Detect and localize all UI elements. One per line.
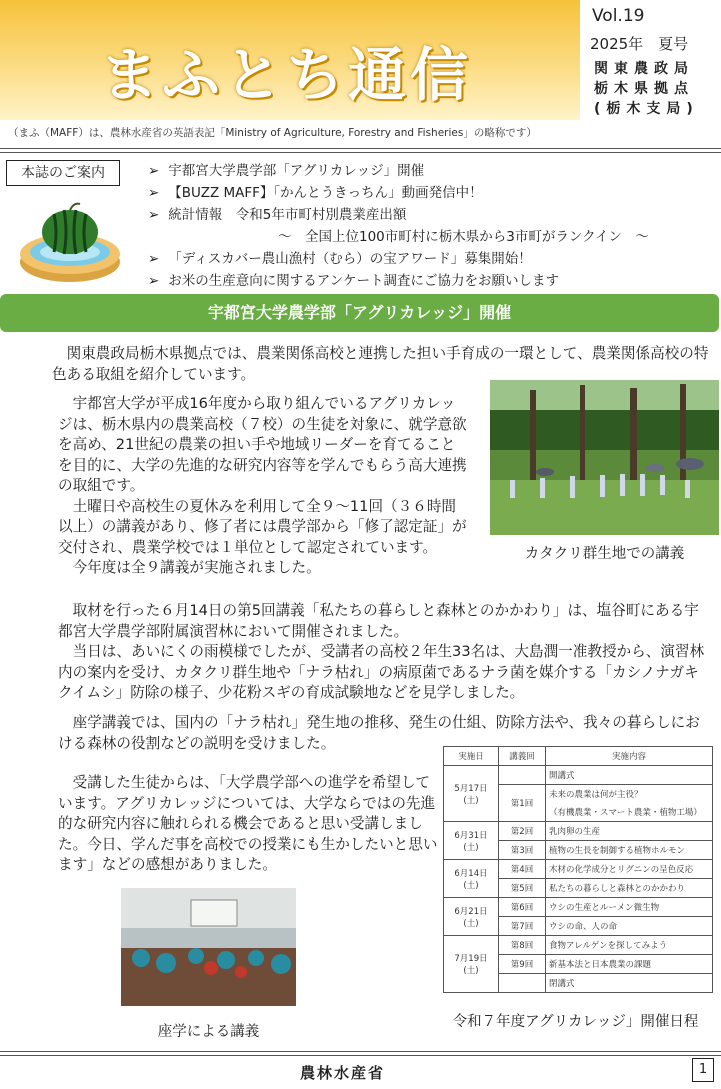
table-row: 第7回 ウシの命、人の命 bbox=[444, 917, 713, 936]
toc-item[interactable]: ➢ 「ディスカバー農山漁村（むら）の宝アワード」募集開始！ bbox=[148, 251, 532, 267]
maff-note: （まふ（MAFF）は、農林水産省の英語表記「Ministry of Agriculture, Forestry and Fisheries」の略称です） bbox=[8, 127, 537, 139]
table-row: 第9回 新基本法と日本農業の課題 bbox=[444, 955, 713, 974]
watermelon-icon bbox=[14, 196, 126, 288]
header-date: 実施日 bbox=[444, 747, 499, 766]
program-credits: 土曜日や高校生の夏休みを利用して全９～11回（３６時間以上）の講義があり、修了者には農学部から「修了認定証」が交付され、農業学校では１単位として認定されています。 bbox=[58, 497, 467, 556]
toc-item[interactable]: ➢ 統計情報 令和5年市町村別農業産出額 bbox=[148, 207, 407, 223]
bureau-line-2: 栃木県拠点 bbox=[594, 81, 694, 97]
toc-subitem: ～ 全国上位100市町村に栃木県から3市町がランクイン ～ bbox=[278, 229, 649, 245]
toc-list bbox=[148, 160, 649, 292]
toc-label: 本誌のご案内 bbox=[6, 160, 120, 186]
program-count: 今年度は全９講義が実施されました。 bbox=[72, 559, 321, 576]
section-heading: 宇都宮大学農学部「アグリカレッジ」開催 bbox=[0, 294, 719, 332]
forest-photo-caption: カタクリ群生地での講義 bbox=[524, 546, 685, 562]
header-content: 実施内容 bbox=[546, 747, 713, 766]
table-row: （有機農業・スマート農業・植物工場） bbox=[444, 803, 713, 822]
program-description: 宇都宮大学が平成16年度から取り組んでいるアグリカレッジは、栃木県内の農業高校（７校）の生徒を対象に、就学意欲を高め、21世紀の農業の担い手や地域リーダーを育てることを目的に、大学の先進的な研究内容等を学んでもらう高大連携の取組です。 bbox=[58, 395, 467, 494]
footer-divider bbox=[0, 1051, 721, 1056]
lecture-paragraphs bbox=[58, 601, 713, 704]
masthead-title: まふとち通信 bbox=[100, 41, 473, 109]
page-number: 1 bbox=[692, 1058, 714, 1082]
bureau-line-1: 関東農政局 bbox=[594, 61, 694, 77]
lecture-overview: 取材を行った６月14日の第5回講義「私たちの暮らしと森林とのかかわり」は、塩谷町にある宇都宮大学農学部附属演習林において開催されました。 bbox=[58, 602, 699, 640]
volume-number: Vol.19 bbox=[592, 6, 645, 26]
lecture-details: 当日は、あいにくの雨模様でしたが、受講者の高校２年生33名は、大島潤一准教授から、演習林内の案内を受け、カタクリ群生地や「ナラ枯れ」の病原菌であるナラ菌を媒介する「カシノナガキクイムシ」防除の様子、少花粉スギの育成試験地などを見学しました。 bbox=[58, 643, 705, 701]
table-row: 6月21日(土) 第6回 ウシの生産とルーメン微生物 bbox=[444, 898, 713, 917]
issue-label: 2025年 夏号 bbox=[590, 35, 689, 53]
table-row: 5月17日(土) 開講式 bbox=[444, 766, 713, 785]
forest-lecture-photo bbox=[490, 380, 719, 535]
classroom-paragraph: 座学講義では、国内の「ナラ枯れ」発生地の推移、発生の仕組、防除方法や、我々の暮らしにおける森林の役割などの説明を受けました。 bbox=[58, 714, 700, 752]
table-row: 7月19日(土) 第8回 食物アレルゲンを探してみよう bbox=[444, 936, 713, 955]
schedule-header-row bbox=[444, 747, 713, 766]
header-divider bbox=[0, 148, 721, 153]
bureau-line-3: (栃木支局) bbox=[594, 101, 699, 117]
intro-paragraph: 関東農政局栃木県拠点では、農業関係高校と連携した担い手育成の一環として、農業関係高校の特色ある取組を紹介しています。 bbox=[52, 345, 709, 383]
table-row: 閉講式 bbox=[444, 974, 713, 993]
toc-item[interactable]: ➢ 【BUZZ MAFF】「かんとうきっちん」動画発信中！ bbox=[148, 185, 483, 201]
student-feedback-paragraph: 受講した生徒からは、「大学農学部への進学を希望しています。アグリカレッジについては、大学ならではの先進的な研究内容に触れられる機会であると思い受講しました。今日、学んだ事を高校での授業にも生かしたいと思います」などの感想がありました。 bbox=[58, 774, 438, 873]
table-row: 6月14日(土) 第4回 木材の化学成分とリグニンの呈色反応 bbox=[444, 860, 713, 879]
table-row: 6月31日(土) 第2回 乳肉卵の生産 bbox=[444, 822, 713, 841]
toc-item[interactable]: ➢ お米の生産意向に関するアンケート調査にご協力をお願いします bbox=[148, 273, 559, 289]
toc-item[interactable]: ➢ 宇都宮大学農学部「アグリカレッジ」開催 bbox=[148, 163, 425, 179]
schedule-table bbox=[443, 746, 713, 993]
table-row: 第5回 私たちの暮らしと森林とのかかわり bbox=[444, 879, 713, 898]
footer-org-name: 農林水産省 bbox=[300, 1064, 386, 1082]
program-paragraphs bbox=[58, 394, 468, 579]
header-session: 講義回 bbox=[499, 747, 546, 766]
classroom-photo-caption: 座学による講義 bbox=[157, 1024, 260, 1040]
table-row: 第1回 未来の農業は何が主役？ bbox=[444, 785, 713, 804]
classroom-lecture-photo bbox=[121, 888, 296, 1006]
schedule-caption: 令和７年度アグリカレッジ」開催日程 bbox=[452, 1014, 699, 1030]
table-row: 第3回 植物の生長を制御する植物ホルモン bbox=[444, 841, 713, 860]
